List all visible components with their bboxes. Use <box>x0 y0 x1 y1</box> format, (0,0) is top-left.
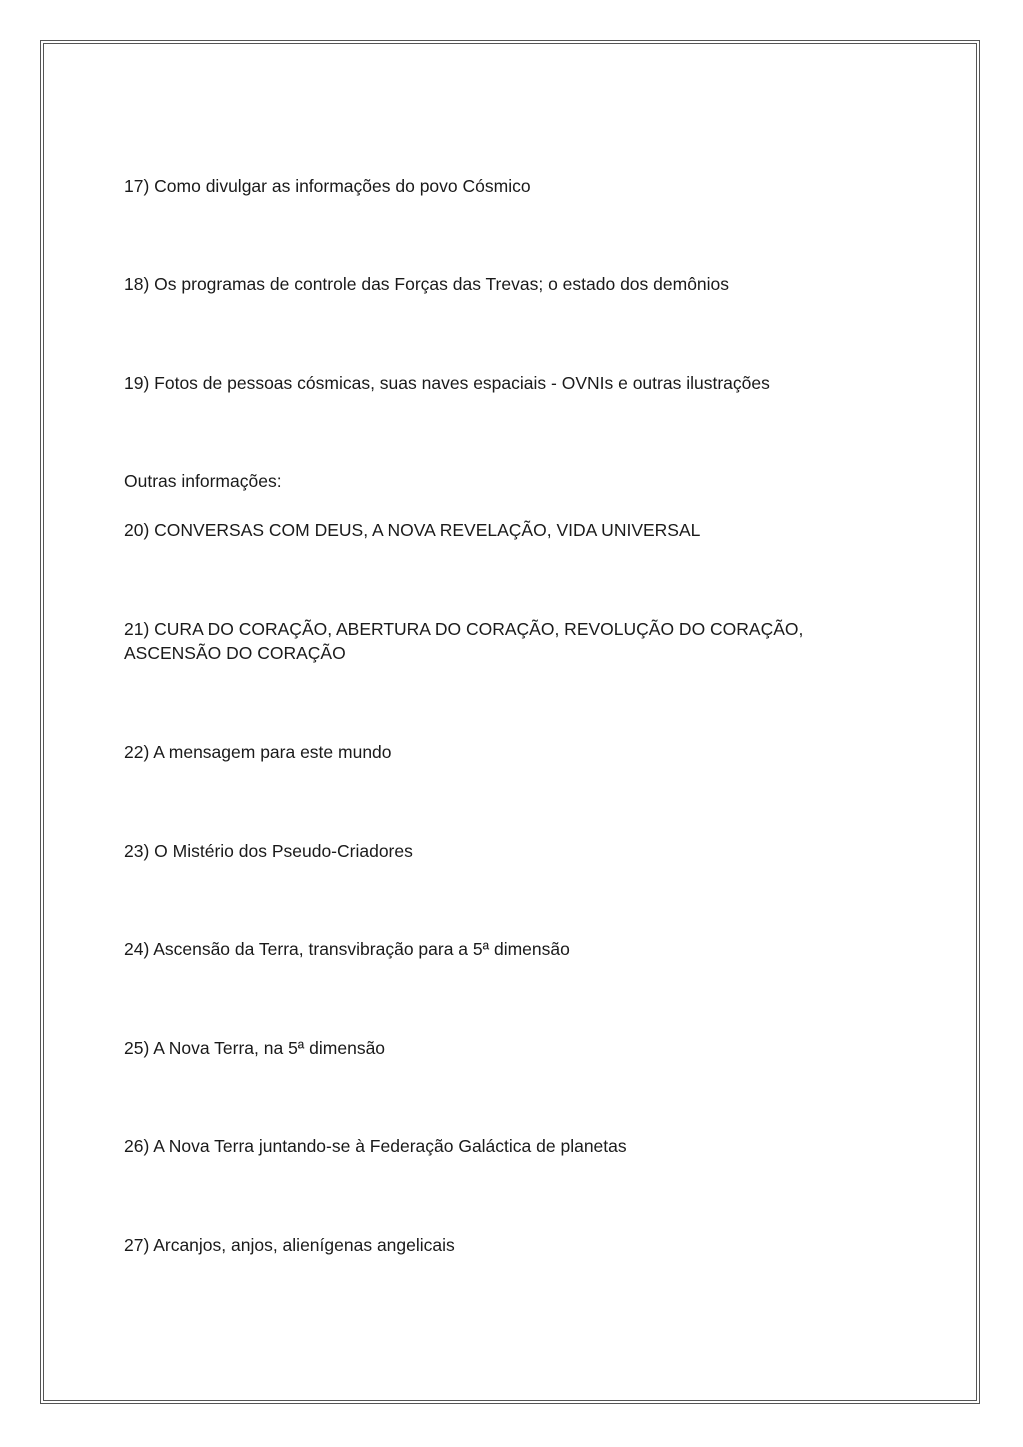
list-item-20: 20) CONVERSAS COM DEUS, A NOVA REVELAÇÃO, VIDA UNIVERSAL <box>124 520 701 540</box>
list-item-22: 22) A mensagem para este mundo <box>124 742 392 762</box>
section-heading: Outras informações: <box>124 471 282 491</box>
list-item-17: 17) Como divulgar as informações do povo Cósmico <box>124 176 531 196</box>
list-item-27: 27) Arcanjos, anjos, alienígenas angelicais <box>124 1235 455 1255</box>
page-border-inner <box>43 43 977 1401</box>
list-item-26: 26) A Nova Terra juntando-se à Federação Galáctica de planetas <box>124 1136 627 1156</box>
list-item-23: 23) O Mistério dos Pseudo-Criadores <box>124 841 413 861</box>
list-item-25: 25) A Nova Terra, na 5ª dimensão <box>124 1038 386 1058</box>
list-item-18: 18) Os programas de controle das Forças das Trevas; o estado dos demônios <box>124 274 730 294</box>
list-item-19: 19) Fotos de pessoas cósmicas, suas naves espaciais - OVNIs e outras ilustrações <box>124 373 770 393</box>
list-item-21: 21) CURA DO CORAÇÃO, ABERTURA DO CORAÇÃO, REVOLUÇÃO DO CORAÇÃO, ASCENSÃO DO CORAÇÃO <box>124 619 804 663</box>
list-item-24: 24) Ascensão da Terra, transvibração para a 5ª dimensão <box>124 939 570 959</box>
